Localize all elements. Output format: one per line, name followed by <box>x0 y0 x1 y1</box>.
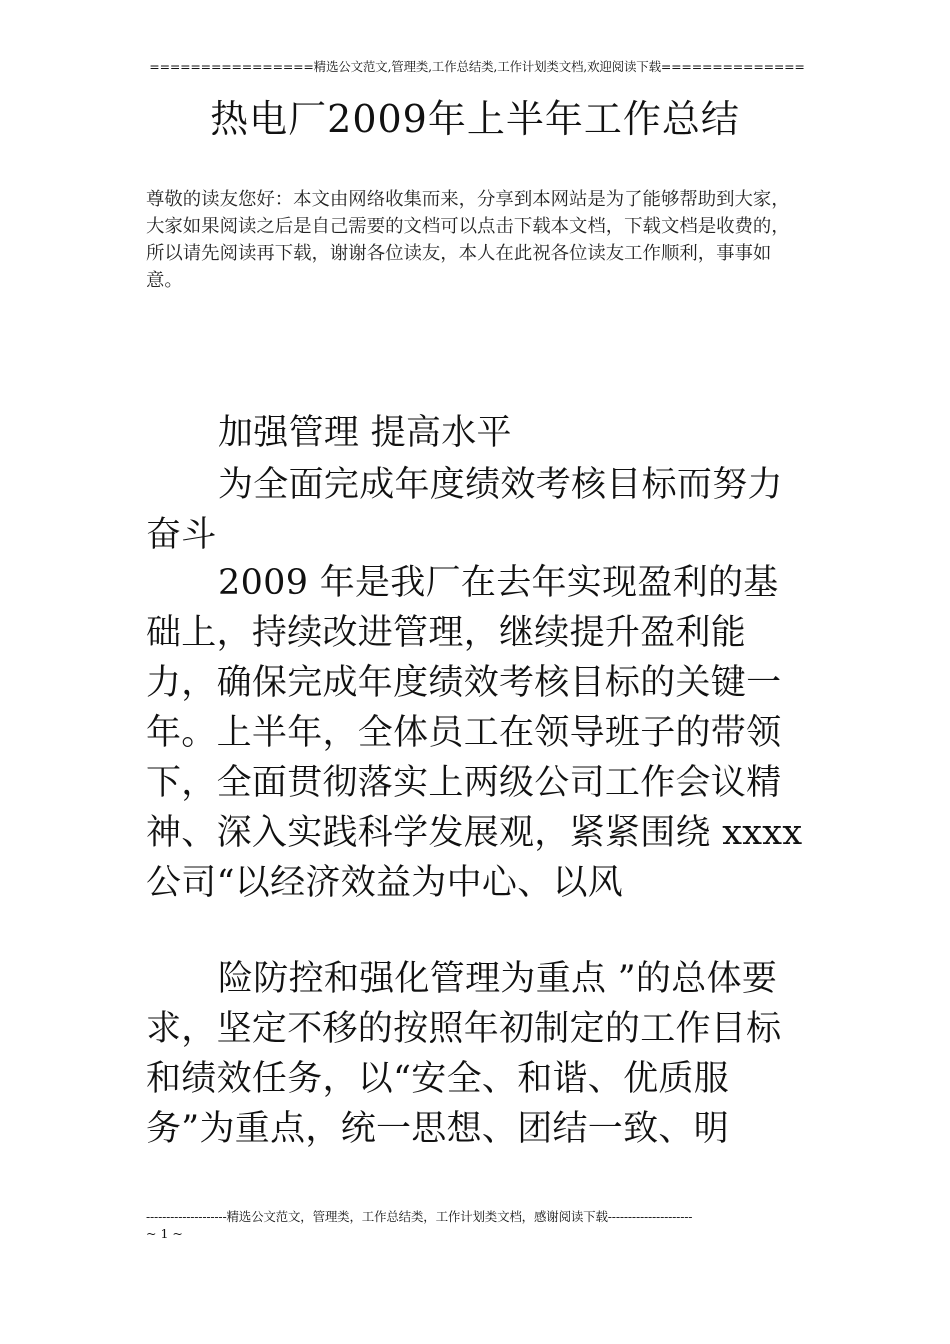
intro-notice: 尊敬的读友您好：本文由网络收集而来，分享到本网站是为了能够帮助到大家，大家如果阅读之后是自己需要的文档可以点击下载本文档，下载文档是收费的，所以请先阅读再下载，谢谢各位读友，本人在此祝各位读友工作顺利，事事如意。 <box>146 189 790 291</box>
paragraph-3 <box>146 954 812 1154</box>
section-heading <box>146 408 812 458</box>
document-title: 热电厂2009年上半年工作总结 <box>210 97 740 141</box>
page-number: ~ 1 ~ <box>146 1226 183 1241</box>
footer-banner: --------------------精选公文范文，管理类，工作总结类，工作计划类文档，感谢阅读下载--------------------- <box>146 1209 693 1224</box>
paragraph-3-text: 险防控和强化管理为重点 ”的总体要求，坚定不移的按照年初制定的工作目标和绩效任务，以“安全、和谐、优质服务”为重点，统一思想、团结一致、明 <box>146 959 782 1149</box>
paragraph-2-text: 2009 年是我厂在去年实现盈利的基础上，持续改进管理，继续提升盈利能力，确保完成年度绩效考核目标的关键一年。上半年，全体员工在领导班子的带领下，全面贯彻落实上两级公司工作会议精神、深入实践科学发展观，紧紧围绕 xxxx 公司“以经济效益为中心、以风 <box>146 563 803 903</box>
header-banner: ================精选公文范文,管理类,工作总结类,工作计划类文档,欢迎阅读下载============== <box>149 59 805 74</box>
paragraph-2 <box>146 558 812 908</box>
paragraph-1-text: 为全面完成年度绩效考核目标而努力奋斗 <box>146 465 783 555</box>
section-heading-text: 加强管理 提高水平 <box>218 413 512 453</box>
paragraph-1 <box>146 460 812 560</box>
